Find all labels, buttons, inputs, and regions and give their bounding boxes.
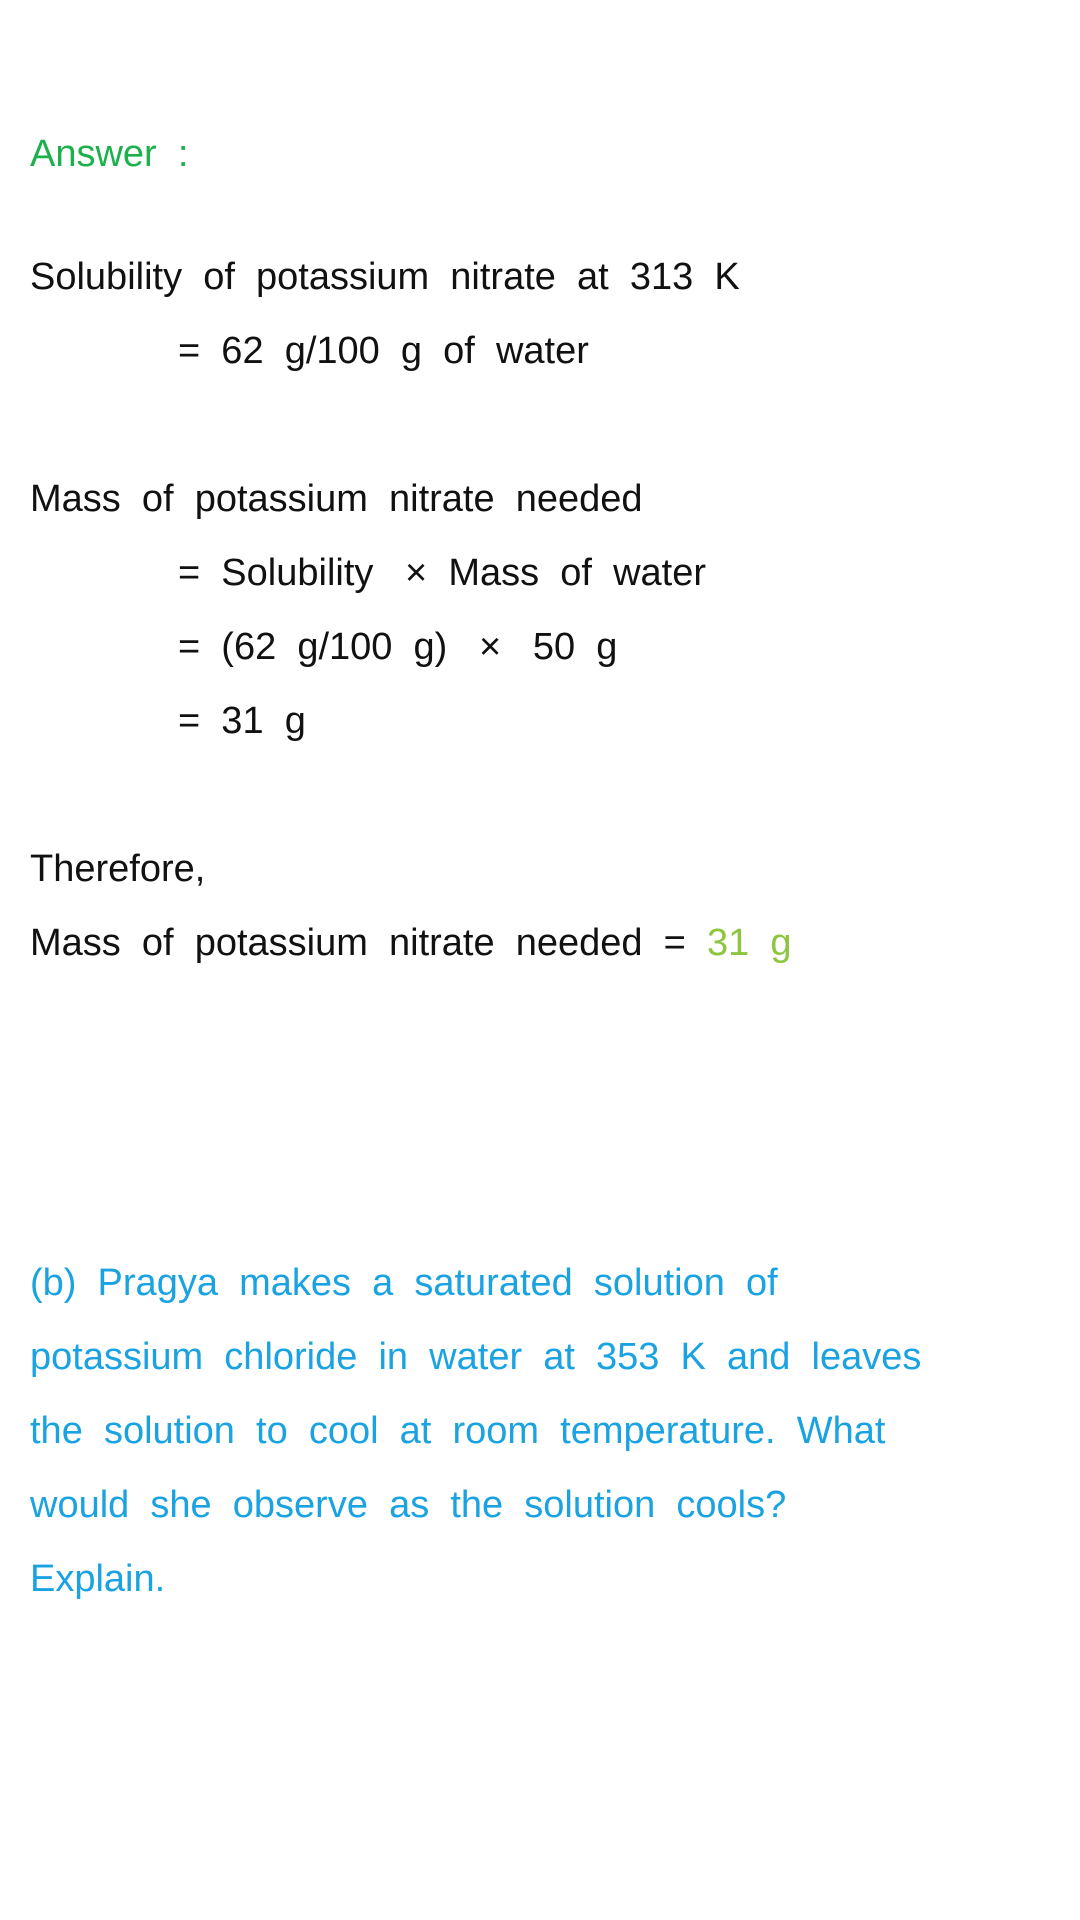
final-answer-line	[30, 924, 792, 962]
calc-step-formula: = Solubility × Mass of water	[178, 552, 706, 594]
therefore-label: Therefore,	[30, 848, 206, 890]
mass-needed-heading: Mass of potassium nitrate needed	[30, 478, 643, 520]
final-answer-value: 31 g	[706, 922, 792, 964]
answer-heading: Answer :	[30, 133, 189, 175]
solubility-statement: Solubility of potassium nitrate at 313 K	[30, 256, 740, 298]
question-b-line-2: potassium chloride in water at 353 K and leaves	[30, 1336, 922, 1378]
calc-step-result: = 31 g	[178, 700, 306, 742]
question-b-line-1: (b) Pragya makes a saturated solution of	[30, 1262, 778, 1304]
question-b-line-3: the solution to cool at room temperature. What	[30, 1410, 886, 1452]
final-answer-text: Mass of potassium nitrate needed =	[30, 922, 707, 964]
question-b-line-4: would she observe as the solution cools?	[30, 1484, 787, 1526]
question-b-line-5: Explain.	[30, 1558, 166, 1600]
solubility-value: = 62 g/100 g of water	[178, 330, 589, 372]
calc-step-substitution: = (62 g/100 g) × 50 g	[178, 626, 618, 668]
